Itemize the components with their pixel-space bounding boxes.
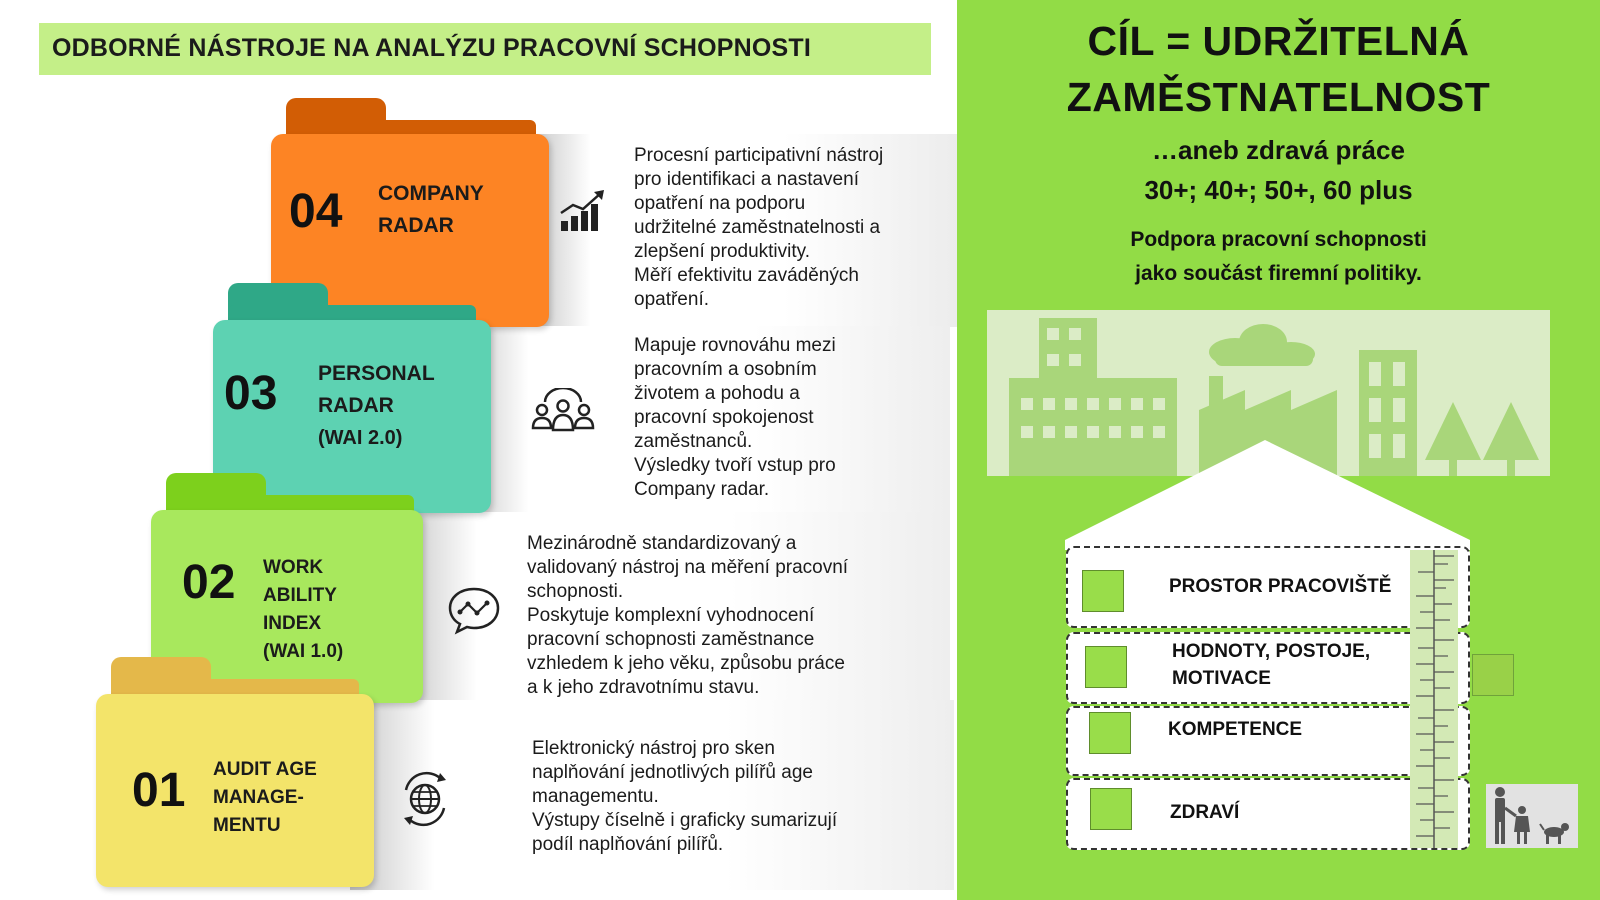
description-line: zaměstnanců. — [634, 431, 753, 452]
tool-title-line: RADAR — [318, 394, 394, 417]
pillar-label-workplace: PROSTOR PRACOVIŠTĚ — [1169, 576, 1392, 597]
description-line: naplňování jednotlivých pilířů age — [532, 762, 813, 783]
tool-title-line: MANAGE- — [213, 787, 304, 808]
tool-number-01: 01 — [132, 764, 186, 817]
tool-title-line: AUDIT AGE — [213, 759, 317, 780]
tool-title-line: WORK — [263, 557, 324, 578]
description-line: Mezinárodně standardizovaný a — [527, 533, 797, 554]
goal-title-line-2: ZAMĚSTNATELNOST — [1066, 74, 1491, 120]
description-line: validovaný nástroj na měření pracovní — [527, 557, 849, 578]
pillar-checkbox-workplace — [1082, 570, 1124, 612]
tool-title-line: RADAR — [378, 214, 454, 237]
description-line: vzhledem k jeho věku, způsobu práce — [527, 653, 845, 674]
tool-title-04 — [378, 178, 484, 242]
description-line: pracovní spokojenost — [634, 407, 814, 428]
description-line: Měří efektivitu zaváděných — [634, 265, 859, 286]
description-line: Poskytuje komplexní vyhodnocení — [527, 605, 815, 626]
description-line: Procesní participativní nástroj — [634, 145, 884, 166]
side-square — [1472, 654, 1514, 696]
tool-description-03 — [634, 334, 836, 502]
tool-title-line: PERSONAL — [318, 362, 435, 385]
tool-number-02: 02 — [182, 556, 236, 609]
pillar-checkbox-values — [1085, 646, 1127, 688]
description-line: životem a pohodu a — [634, 383, 800, 404]
description-line: pracovní schopnosti zaměstnance — [527, 629, 815, 650]
pillar-label-values — [1172, 638, 1370, 692]
pillar-label-line: MOTIVACE — [1172, 668, 1271, 689]
tool-title-line: (WAI 2.0) — [318, 427, 403, 449]
goal-support-line-2: jako součást firemní politiky. — [1135, 262, 1422, 285]
description-line: pracovním a osobním — [634, 359, 817, 380]
tool-title-02 — [263, 554, 343, 666]
tool-title-line: ABILITY — [263, 585, 337, 606]
pillar-label-competence: KOMPETENCE — [1168, 719, 1303, 740]
description-line: Mapuje rovnováhu mezi — [634, 335, 836, 356]
description-line: Elektronický nástroj pro sken — [532, 738, 775, 759]
page-title: ODBORNÉ NÁSTROJE NA ANALÝZU PRACOVNÍ SCHOPNOSTI — [52, 34, 811, 62]
house-roof — [1065, 440, 1470, 555]
description-line: zlepšení produktivity. — [634, 241, 811, 262]
tool-title-line: (WAI 1.0) — [263, 641, 344, 662]
pillar-checkbox-health — [1090, 788, 1132, 830]
family-walking-icon — [1486, 784, 1578, 848]
description-line: pro identifikaci a nastavení — [634, 169, 859, 190]
pillar-label-health: ZDRAVÍ — [1170, 802, 1240, 823]
description-line: opatření. — [634, 289, 709, 310]
goal-subtitle: …aneb zdravá práce — [1152, 135, 1405, 165]
description-line: Company radar. — [634, 479, 770, 500]
description-line: schopnosti. — [527, 581, 624, 602]
scale-strip — [1410, 550, 1458, 848]
goal-title-line-1: CÍL = UDRŽITELNÁ — [1087, 18, 1470, 64]
description-line: udržitelné zaměstnatelnosti a — [634, 217, 881, 238]
description-line: opatření na podporu — [634, 193, 806, 214]
pillar-checkbox-competence — [1089, 712, 1131, 754]
speech-bubble-chart-icon — [447, 585, 501, 635]
tool-title-line: COMPANY — [378, 182, 484, 205]
description-line: Výsledky tvoří vstup pro — [634, 455, 836, 476]
tool-description-01 — [532, 737, 837, 857]
tool-description-02 — [527, 532, 848, 700]
people-group-icon — [531, 388, 595, 438]
tool-title-01 — [213, 756, 317, 840]
description-line: a k jeho zdravotnímu stavu. — [527, 677, 760, 698]
tool-title-03 — [318, 358, 435, 454]
tool-number-04: 04 — [289, 185, 343, 238]
description-line: podíl naplňování pilířů. — [532, 834, 724, 855]
globe-sync-icon — [396, 770, 454, 828]
tool-title-line: MENTU — [213, 815, 281, 836]
goal-support-line-1: Podpora pracovní schopnosti — [1130, 228, 1427, 251]
tool-number-03: 03 — [224, 367, 278, 420]
growth-chart-icon — [558, 187, 608, 233]
description-line: managementu. — [532, 786, 659, 807]
goal-ages: 30+; 40+; 50+, 60 plus — [1144, 175, 1413, 205]
pillar-label-line: HODNOTY, POSTOJE, — [1172, 641, 1371, 662]
tool-title-line: INDEX — [263, 613, 322, 634]
description-line: Výstupy číselně i graficky sumarizují — [532, 810, 838, 831]
tool-description-04 — [634, 144, 883, 312]
